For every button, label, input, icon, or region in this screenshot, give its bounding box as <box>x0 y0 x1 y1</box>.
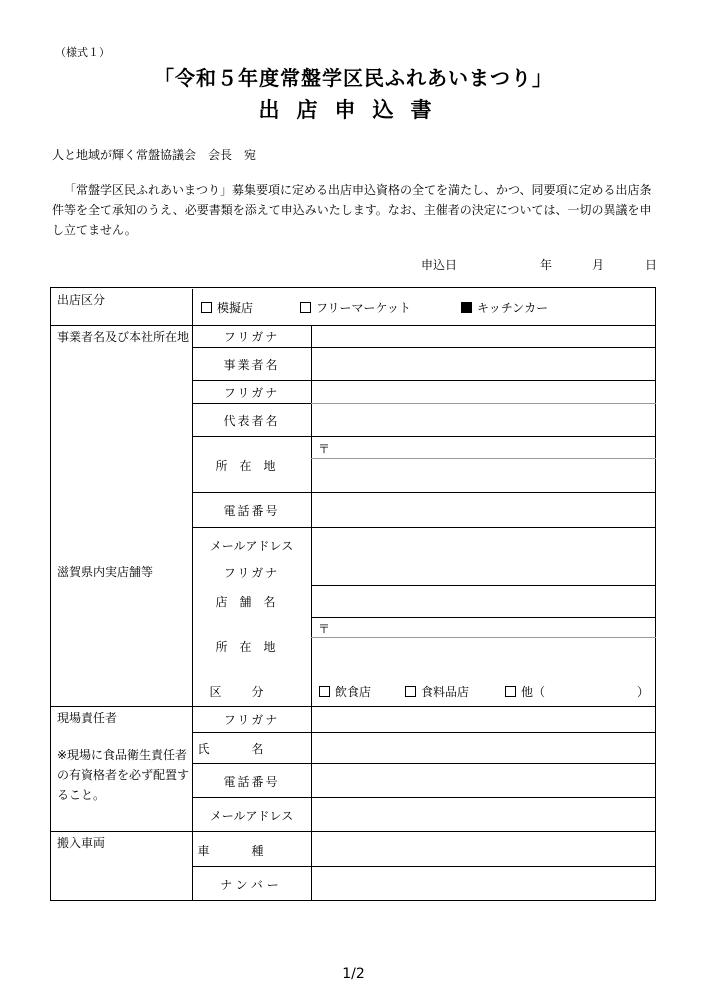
store-furigana-label: フリガナ <box>223 566 280 580</box>
row-line <box>50 287 656 288</box>
business-section-label: 事業者名及び本社所在地 <box>57 330 190 344</box>
date-month-label: 月 <box>592 258 605 272</box>
manager-furigana-field[interactable] <box>312 707 655 731</box>
date-label: 申込日 <box>421 258 458 272</box>
manager-section-label: 現場責任者 <box>57 711 118 725</box>
page-number: 1/2 <box>342 966 365 982</box>
type-restaurant[interactable] <box>319 683 371 700</box>
row-line <box>311 617 656 618</box>
checkbox-other[interactable] <box>505 686 516 697</box>
manager-note: ※現場に食品衛生責任者の有資格者を必ず配置すること。 <box>57 748 190 802</box>
business-email-field[interactable] <box>312 528 655 558</box>
vehicle-number-label: ナンバー <box>220 878 283 892</box>
rep-furigana-field[interactable] <box>312 381 655 402</box>
checkbox-grocery[interactable] <box>405 686 416 697</box>
type-other-label: 他（ <box>521 685 546 699</box>
rep-name-field[interactable] <box>312 404 655 435</box>
manager-furigana-label: フリガナ <box>223 713 280 727</box>
manager-phone-field[interactable] <box>312 764 655 796</box>
option-mogiten[interactable] <box>201 299 253 316</box>
vehicle-type-field[interactable] <box>312 832 655 865</box>
business-name-field[interactable] <box>312 348 655 379</box>
option-flea-market[interactable] <box>300 299 411 316</box>
intro-paragraph: 「常盤学区民ふれあいまつり」募集要項に定める出店申込資格の全てを満たし、かつ、同要項に定める出店条件等を全て承知のうえ、必要書類を添えて申込みいたします。なお、主催者の決定については、一切の異議を申し立てません。 <box>52 183 652 237</box>
store-section-label: 滋賀県内実店舗等 <box>57 565 154 579</box>
business-phone-field[interactable] <box>312 493 655 526</box>
business-furigana-field[interactable] <box>312 326 655 346</box>
store-furigana-field[interactable] <box>312 560 655 584</box>
type-grocery[interactable] <box>405 683 469 700</box>
type-other[interactable] <box>505 683 545 700</box>
store-postal-mark: 〒 <box>318 622 331 636</box>
vehicle-number-field[interactable] <box>312 867 655 899</box>
option-kitchen-car[interactable] <box>461 299 548 316</box>
checkbox-restaurant[interactable] <box>319 686 330 697</box>
row-line <box>50 900 656 901</box>
type-other-close-paren: ） <box>637 685 650 699</box>
business-email-label: メールアドレス <box>209 539 294 553</box>
store-address-field[interactable] <box>312 638 655 678</box>
addressee: 人と地域が輝く常盤協議会 会長 宛 <box>52 148 257 162</box>
form-title: 「令和５年度常盤学区民ふれあいまつり」 <box>154 66 553 90</box>
business-postal-mark: 〒 <box>318 442 331 456</box>
manager-phone-label: 電話番号 <box>223 775 280 789</box>
date-day-label: 日 <box>645 258 658 272</box>
manager-name-label: 氏名 <box>197 742 306 756</box>
table-border-left <box>50 287 51 900</box>
store-address-label: 所在地 <box>215 640 288 654</box>
business-phone-label: 電話番号 <box>223 504 280 518</box>
form-subtitle: 出店申込書 <box>258 98 449 122</box>
business-furigana-label: フリガナ <box>223 330 280 344</box>
checkbox-kitchen-car[interactable] <box>461 302 472 313</box>
checkbox-mogiten[interactable] <box>201 302 212 313</box>
business-name-label: 事業者名 <box>223 358 280 372</box>
store-name-label: 店舗名 <box>215 595 288 609</box>
vehicle-section-label: 搬入車両 <box>57 836 106 850</box>
type-grocery-label: 食料品店 <box>421 685 470 699</box>
option-mogiten-label: 模擬店 <box>217 301 254 315</box>
checkbox-flea-market[interactable] <box>300 302 311 313</box>
store-name-field[interactable] <box>312 586 655 616</box>
option-kitchen-car-label: キッチンカー <box>477 301 549 315</box>
category-section-label: 出店区分 <box>57 293 106 307</box>
rep-name-label: 代表者名 <box>223 414 280 428</box>
manager-email-label: メールアドレス <box>209 809 294 823</box>
row-line <box>192 436 656 437</box>
business-address-label: 所在地 <box>215 459 288 473</box>
date-year-label: 年 <box>540 258 553 272</box>
business-address-field[interactable] <box>312 459 655 491</box>
vehicle-type-label: 車種 <box>197 844 306 858</box>
manager-name-field[interactable] <box>312 733 655 762</box>
form-number: （様式１） <box>55 46 110 59</box>
rep-furigana-label: フリガナ <box>223 386 280 400</box>
option-flea-market-label: フリーマーケット <box>316 301 411 315</box>
table-border-right <box>655 287 656 900</box>
store-type-label: 区分 <box>209 685 294 699</box>
manager-email-field[interactable] <box>312 798 655 830</box>
type-restaurant-label: 飲食店 <box>335 685 372 699</box>
